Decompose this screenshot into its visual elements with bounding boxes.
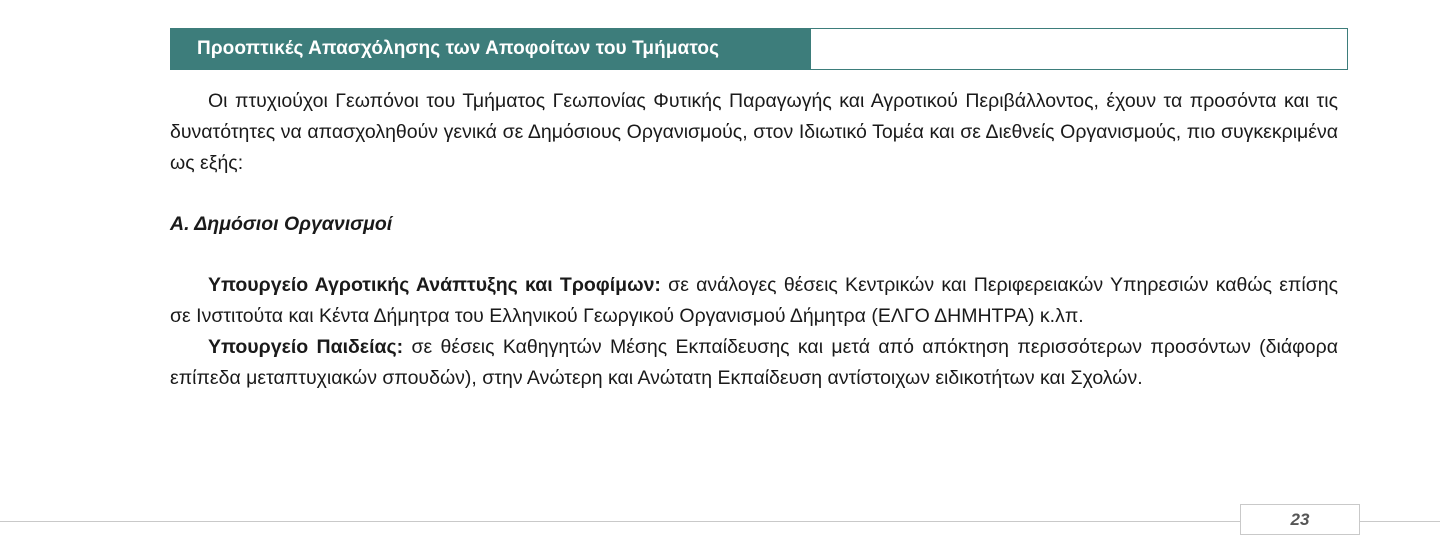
entry-paragraph-ministry-education xyxy=(170,332,1338,394)
title-fill xyxy=(187,29,811,69)
entry-paragraph-ministry-agriculture xyxy=(170,270,1338,332)
footer-divider xyxy=(0,521,1440,522)
intro-paragraph: Οι πτυχιούχοι Γεωπόνοι του Τμήματος Γεωπονίας Φυτικής Παραγωγής και Αγροτικού Περιβάλλοντος, έχουν τα προσόντα και τις δυνατότητες να απασχοληθούν γενικά σε Δημόσιους Οργανισμούς, στον Ιδιωτικό Τομέα και σε Διεθνείς Οργανισμούς, πιο συγκεκριμένα ως εξής: xyxy=(170,90,1338,174)
entry-lead-ministry-education: Υπουργείο Παιδείας: xyxy=(208,336,404,358)
title-banner xyxy=(170,28,1348,70)
page-title: Προοπτικές Απασχόλησης των Αποφοίτων του Τμήματος xyxy=(197,38,720,59)
title-accent-bar xyxy=(171,29,187,69)
page-number: 23 xyxy=(1290,509,1310,529)
paragraph-spacer xyxy=(170,179,1338,209)
section-heading: Α. Δημόσιοι Οργανισμοί xyxy=(170,213,393,235)
entry-text-ministry-education: σε θέσεις Καθηγητών Μέσης Εκπαίδευσης και μετά από απόκτηση περισσότερων προσόντων (διάφορα επίπεδα μεταπτυχιακών σπουδών), στην Ανώτερη και Ανώτατη Εκπαίδευση αντίστοιχων ειδικοτήτων και Σχολών. xyxy=(170,336,1338,389)
entry-lead-ministry-agriculture: Υπουργείο Αγροτικής Ανάπτυξης και Τροφίμων: xyxy=(208,274,661,296)
page-number-box xyxy=(1240,504,1360,535)
section-spacer xyxy=(170,240,1338,270)
document-body xyxy=(170,86,1338,394)
entry-text-ministry-agriculture: σε ανάλογες θέσεις Κεντρικών και Περιφερειακών Υπηρεσιών καθώς επίσης σε Ινστιτούτα και Κέντα Δήμητρα του Ελληνικού Γεωργικού Οργανισμού Δήμητρα (ΕΛΓΟ ΔΗΜΗΤΡΑ) κ.λπ. xyxy=(170,274,1338,327)
